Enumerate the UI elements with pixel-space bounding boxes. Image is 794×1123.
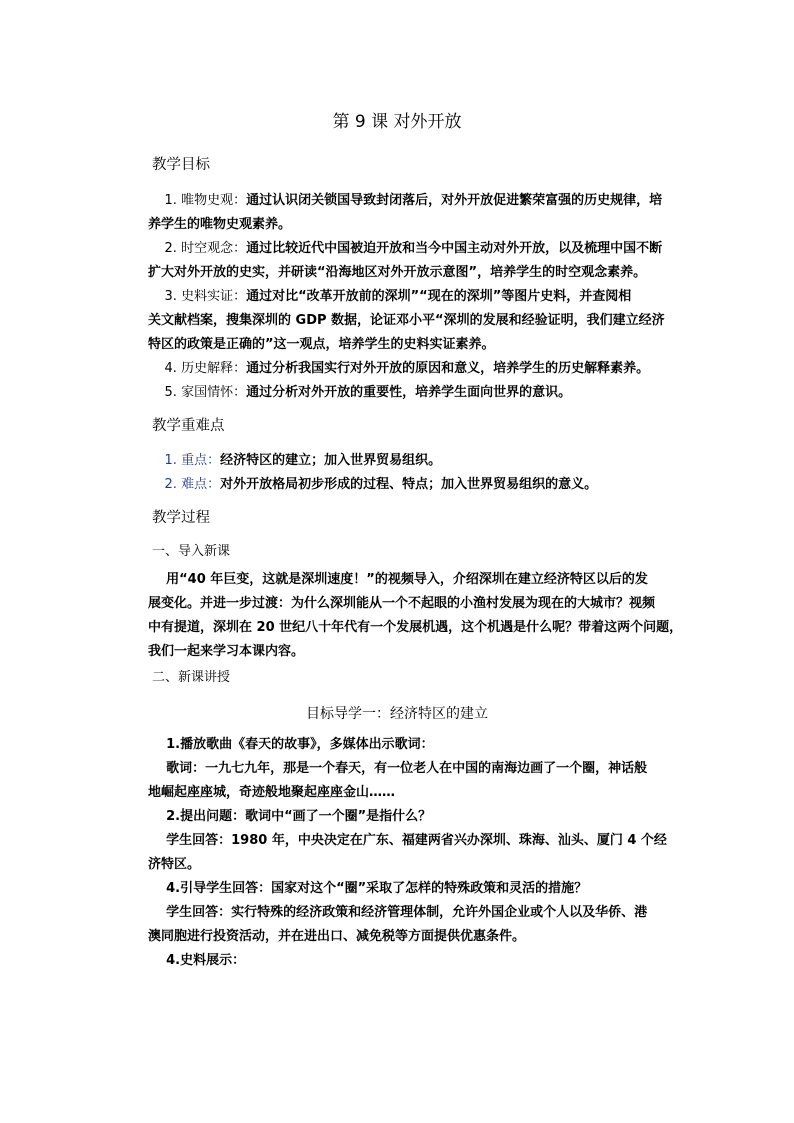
step-line-7: 4.引导学生回答：国家对这个“圈”采取了怎样的特殊政策和灵活的措施？ [166, 881, 588, 896]
objective-2-line-1: 2. 时空观念：通过比较近代中国被迫开放和当今中国主动对外开放，以及梳理中国不断 [164, 241, 663, 256]
step-line-3: 地崛起座座城，奇迹般地聚起座座金山…… [148, 785, 396, 800]
objective-3-line-1: 3. 史料实证：通过对比“改革开放前的深圳”“现在的深圳”等图片史料，并查阅相 [164, 289, 632, 304]
objective-3-line-3: 特区的政策是正确的”这一观点，培养学生的史料实证素养。 [148, 337, 495, 352]
intro-paragraph [148, 568, 683, 664]
objectives-list [148, 189, 665, 405]
process-heading: 教学过程 [152, 510, 210, 526]
intro-line-1: 用“40 年巨变，这就是深圳速度！”的视频导入，介绍深圳在建立经济特区以后的发 [166, 572, 648, 587]
step-line-6: 济特区。 [148, 857, 201, 872]
objective-3-line-2: 关文献档案，搜集深圳的 GDP 数据，论证邓小平“深圳的发展和经验证明，我们建立经济 [148, 313, 665, 328]
intro-line-2: 展变化。并进一步过渡：为什么深圳能从一个不起眼的小渔村发展为现在的大城市？视频 [148, 596, 656, 611]
objective-2-line-2: 扩大对外开放的史实，并研读“沿海地区对外开放示意图”，培养学生的时空观念素养。 [148, 265, 647, 280]
intro-heading: 一、导入新课 [152, 544, 231, 559]
objective-5: 5. 家国情怀：通过分析对外开放的重要性，培养学生面向世界的意识。 [164, 385, 572, 400]
objective-4: 4. 历史解释：通过分析我国实行对外开放的原因和意义，培养学生的历史解释素养。 [164, 361, 650, 376]
objective-1-line-1: 1. 唯物史观：通过认识闭关锁国导致封闭落后，对外开放促进繁荣富强的历史规律，培 [164, 193, 663, 208]
intro-line-3: 中有提道，深圳在 20 世纪八十年代有一个发展机遇，这个机遇是什么呢？带着这两个问题， [148, 620, 683, 635]
step-line-10: 4.史料展示： [166, 953, 246, 968]
step-line-8: 学生回答：实行特殊的经济政策和经济管理体制，允许外国企业或个人以及华侨、港 [166, 905, 648, 920]
intro-line-4: 我们一起来学习本课内容。 [148, 644, 305, 659]
lesson-steps [148, 733, 667, 973]
step-line-1: 1.播放歌曲《春天的故事》，多媒体出示歌词： [166, 737, 434, 752]
keypoint-1: 1. 重点：经济特区的建立；加入世界贸易组织。 [164, 453, 442, 468]
step-line-2: 歌词：一九七九年，那是一个春天，有一位老人在中国的南海边画了一个圈，神话般 [166, 761, 648, 776]
new-lesson-heading: 二、新课讲授 [152, 670, 231, 685]
objective-1-line-2: 养学生的唯物史观素养。 [148, 217, 292, 232]
keypoints-heading: 教学重难点 [152, 418, 225, 434]
keypoint-2: 2. 难点：对外开放格局初步形成的过程、特点；加入世界贸易组织的意义。 [164, 477, 598, 492]
goal-heading: 目标导学一：经济特区的建立 [306, 706, 488, 722]
keypoints-list [148, 449, 658, 497]
objectives-heading: 教学目标 [152, 157, 210, 173]
lesson-title: 第 9 课 对外开放 [332, 112, 462, 132]
step-line-9: 澳同胞进行投资活动，并在进出口、减免税等方面提供优惠条件。 [148, 929, 526, 944]
step-line-4: 2.提出问题：歌词中“画了一个圈”是指什么？ [166, 809, 432, 824]
step-line-5: 学生回答：1980 年，中央决定在广东、福建两省兴办深圳、珠海、汕头、厦门 4 个经 [166, 833, 667, 848]
